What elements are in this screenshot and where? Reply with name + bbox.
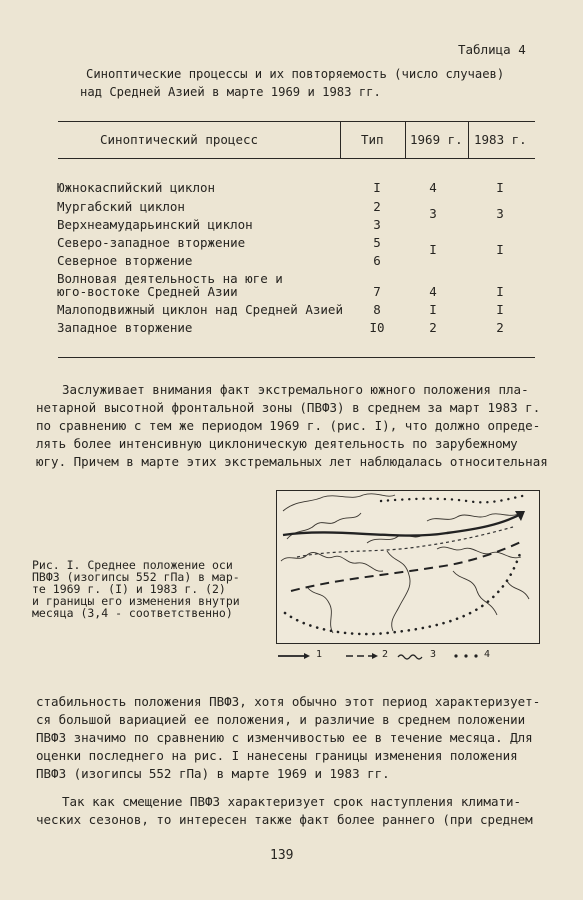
paragraph-line: лять более интенсивную циклоническую деятельность по зарубежному: [36, 436, 518, 451]
table-title-line-2: над Средней Азией в марте 1969 и 1983 гг.: [80, 85, 381, 99]
table-row: Северное вторжение: [57, 253, 193, 268]
paragraph-line: Заслуживает внимания факт экстремального южного положения пла-: [62, 382, 529, 397]
table-cell-1969: 4: [429, 180, 437, 195]
figure-caption-line: те 1969 г. (I) и 1983 г. (2): [32, 582, 226, 596]
table-cell-type: I0: [369, 320, 385, 335]
table-column-divider: [468, 121, 469, 159]
figure-caption-line: Рис. I. Среднее положение оси: [32, 558, 233, 572]
table-cell-type: 7: [373, 284, 381, 299]
table-cell-1969: 4: [429, 284, 437, 299]
paragraph-line: по сравнению с тем же периодом 1969 г. (рис. I), что должно опреде-: [36, 418, 541, 433]
table-cell-1969: I: [429, 242, 437, 257]
table-top-rule: [58, 121, 535, 122]
paragraph-line: нетарной высотной фронтальной зоны (ПВФЗ) в среднем за март 1983 г.: [36, 400, 541, 415]
paragraph-line: ся большой вариацией ее положения, и различие в среднем положении: [36, 712, 526, 727]
column-header-1983: 1983 г.: [474, 132, 527, 147]
table-row: Волновая деятельность на юге и: [57, 271, 283, 286]
table-cell-1969: 3: [429, 206, 437, 221]
table-row: Северо-западное вторжение: [57, 235, 246, 250]
table-row: Западное вторжение: [57, 320, 193, 335]
coastline: [453, 571, 497, 615]
coastline: [437, 547, 521, 558]
table-cell-1969: 2: [429, 320, 437, 335]
table-cell-type: 8: [373, 302, 381, 317]
map-drawing: [277, 491, 539, 643]
paragraph-line: ПВФЗ значимо по сравнению с изменчивостью ее в течение месяца. Для: [36, 730, 533, 745]
paragraph-line: ческих сезонов, то интересен также факт более раннего (при среднем: [36, 812, 533, 827]
table-cell-1983: I: [496, 180, 504, 195]
table-cell-type: 6: [373, 253, 381, 268]
table-header-rule: [58, 158, 535, 159]
arrow-head-icon: [372, 653, 378, 659]
figure-legend: [276, 648, 538, 664]
table-title-line-1: Синоптические процессы и их повторяемость (число случаев): [86, 67, 505, 81]
table-cell-type: 2: [373, 199, 381, 214]
table-column-divider: [340, 121, 341, 159]
legend-label-1: 1: [316, 649, 323, 660]
table-cell-type: 3: [373, 217, 381, 232]
table-cell-1983: I: [496, 284, 504, 299]
table-cell-type: 5: [373, 235, 381, 250]
table-row: Верхнеамударьинский циклон: [57, 217, 253, 232]
column-header-1969: 1969 г.: [410, 132, 463, 147]
table-cell-1983: 2: [496, 320, 504, 335]
table-cell-1983: 3: [496, 206, 504, 221]
table-row: юго-востоке Средней Азии: [57, 284, 238, 299]
column-header-type: Тип: [361, 132, 384, 147]
table-column-divider: [405, 121, 406, 159]
table-cell-type: I: [373, 180, 381, 195]
coastline: [283, 494, 395, 511]
paragraph-line: ПВФЗ (изогипсы 552 гПа) в марте 1969 и 1983 гг.: [36, 766, 390, 781]
column-header-process: Синоптический процесс: [100, 132, 259, 147]
figure-caption-line: и границы его изменения внутри: [32, 594, 240, 608]
table-row: Мургабский циклон: [57, 199, 185, 214]
line-1-solid: [283, 513, 523, 536]
coastline: [287, 513, 361, 539]
coastline: [507, 581, 529, 599]
table-row: Малоподвижный циклон над Средней Азией: [57, 302, 343, 317]
page-number: 139: [270, 848, 294, 863]
figure-map: [276, 490, 540, 644]
table-bottom-rule: [58, 357, 535, 358]
paragraph-line: стабильность положения ПВФЗ, хотя обычно этот период характеризует-: [36, 694, 541, 709]
line-4-dotted: [285, 551, 521, 634]
arrow-head-icon: [304, 653, 310, 659]
table-cell-1983: I: [496, 242, 504, 257]
paragraph-line: Так как смещение ПВФЗ характеризует срок наступления климати-: [62, 794, 522, 809]
table-label: Таблица 4: [458, 42, 526, 57]
table-cell-1969: I: [429, 302, 437, 317]
table-row: Южнокаспийский циклон: [57, 180, 216, 195]
coastline: [281, 552, 383, 571]
line-4-dotted: [381, 495, 527, 502]
legend-label-3: 3: [430, 649, 437, 660]
paragraph-line: оценки последнего на рис. I нанесены границы изменения положения: [36, 748, 518, 763]
paragraph-line: югу. Причем в марте этих экстремальных лет наблюдалась относительная: [36, 454, 548, 469]
legend-label-4: 4: [484, 649, 491, 660]
figure-caption-line: ПВФЗ (изогипсы 552 гПа) в мар-: [32, 570, 240, 584]
legend-wave-line: [398, 655, 422, 659]
figure-caption-line: месяца (3,4 - соответственно): [32, 606, 233, 620]
legend-label-2: 2: [382, 649, 389, 660]
table-cell-1983: I: [496, 302, 504, 317]
coastline: [387, 551, 410, 631]
